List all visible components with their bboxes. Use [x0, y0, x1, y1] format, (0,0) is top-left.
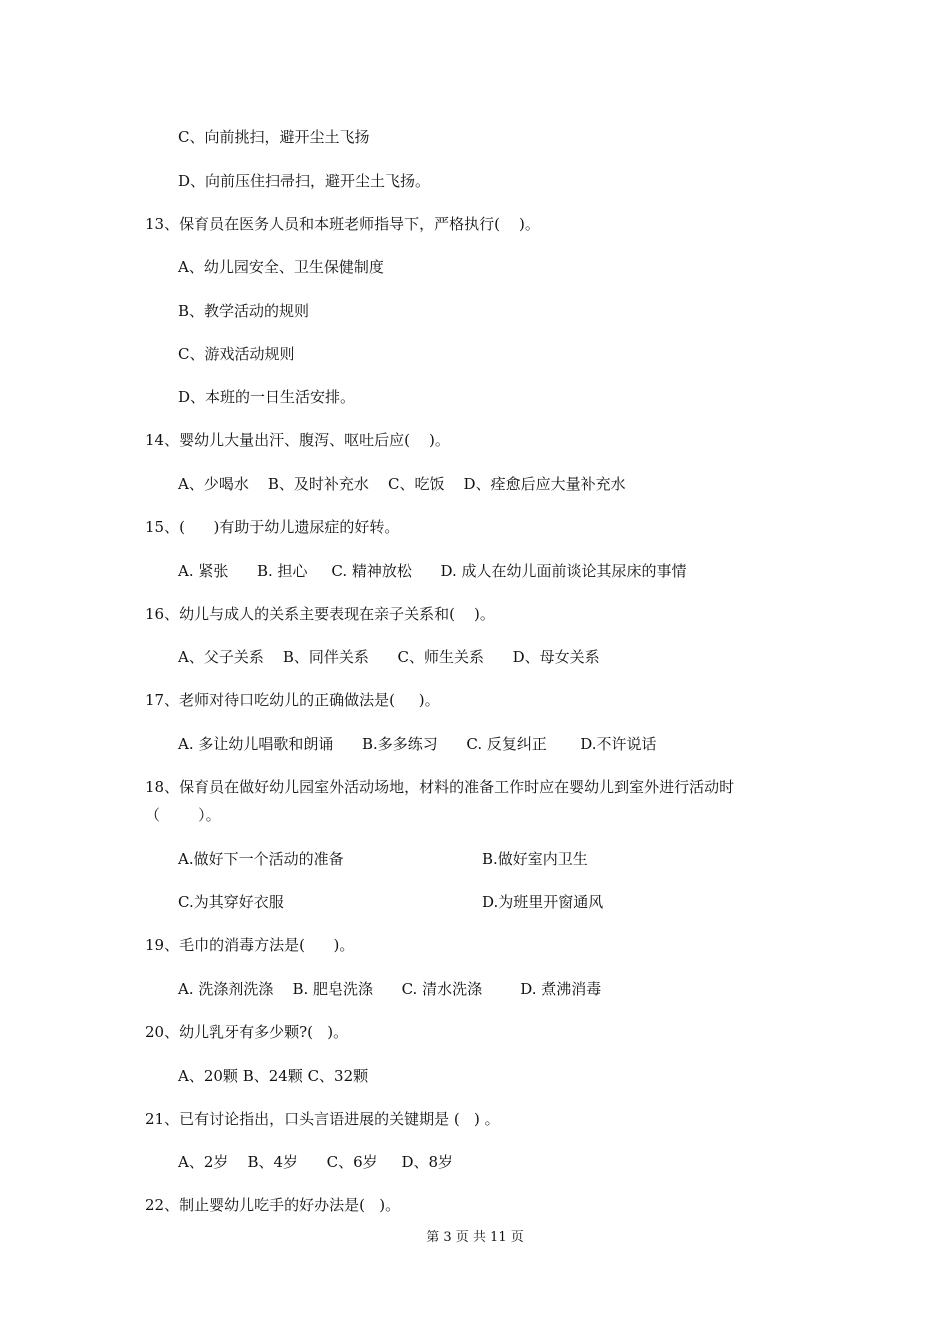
options-20: A、20颗 B、24颗 C、32颗: [178, 1067, 369, 1085]
option-13a: A、幼儿园安全、卫生保健制度: [178, 258, 384, 276]
option-18d: D.为班里开窗通风: [482, 893, 604, 911]
options-16: A、父子关系 B、同伴关系 C、师生关系 D、母女关系: [178, 648, 600, 666]
question-21: 21、已有讨论指出，口头言语进展的关键期是 ( ) 。: [145, 1110, 500, 1128]
option-12c: C、向前挑扫，避开尘土飞扬: [178, 128, 370, 146]
option-12d: D、向前压住扫帚扫，避开尘土飞扬。: [178, 172, 431, 190]
question-20: 20、幼儿乳牙有多少颗?( )。: [145, 1023, 349, 1041]
option-18b: B.做好室内卫生: [482, 850, 588, 868]
question-13: 13、保育员在医务人员和本班老师指导下，严格执行( )。: [145, 215, 540, 233]
page-footer: 第 3 页 共 11 页: [426, 1230, 524, 1245]
question-18-cont: （ ）。: [145, 806, 221, 824]
question-18: 18、保育员在做好幼儿园室外活动场地，材料的准备工作时应在婴幼儿到室外进行活动时: [145, 778, 735, 796]
option-18c: C.为其穿好衣服: [178, 893, 284, 911]
question-17: 17、老师对待口吃幼儿的正确做法是( )。: [145, 691, 440, 709]
option-13c: C、游戏活动规则: [178, 345, 295, 363]
option-13b: B、教学活动的规则: [178, 302, 310, 320]
options-21: A、2岁 B、4岁 C、6岁 D、8岁: [178, 1153, 454, 1171]
options-19: A. 洗涤剂洗涤 B. 肥皂洗涤 C. 清水洗涤 D. 煮沸消毒: [178, 980, 602, 998]
option-18a: A.做好下一个活动的准备: [178, 850, 344, 868]
options-15: A. 紧张 B. 担心 C. 精神放松 D. 成人在幼儿面前谈论其尿床的事情: [178, 562, 687, 580]
option-13d: D、本班的一日生活安排。: [178, 388, 356, 406]
question-22: 22、制止婴幼儿吃手的好办法是( )。: [145, 1196, 401, 1214]
options-14: A、少喝水 B、及时补充水 C、吃饭 D、痊愈后应大量补充水: [178, 475, 626, 493]
question-14: 14、婴幼儿大量出汗、腹泻、呕吐后应( )。: [145, 431, 450, 449]
question-16: 16、幼儿与成人的关系主要表现在亲子关系和( )。: [145, 605, 495, 623]
question-19: 19、毛巾的消毒方法是( )。: [145, 936, 355, 954]
question-15: 15、( )有助于幼儿遗尿症的好转。: [145, 518, 400, 536]
options-17: A. 多让幼儿唱歌和朗诵 B.多多练习 C. 反复纠正 D.不许说话: [178, 735, 657, 753]
